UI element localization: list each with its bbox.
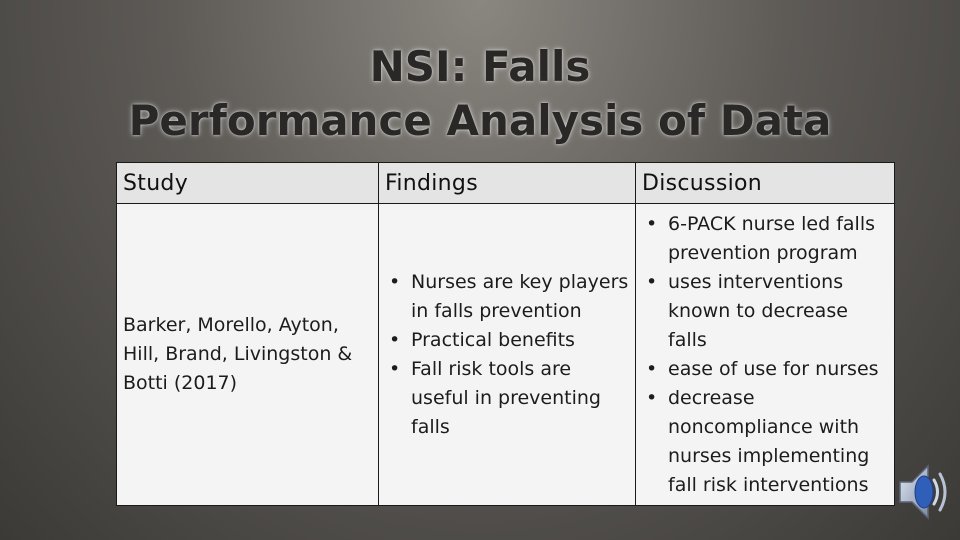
title-line-1: NSI: Falls bbox=[369, 42, 591, 91]
header-discussion: Discussion bbox=[636, 163, 895, 204]
discussion-item: • ease of use for nurses bbox=[642, 355, 888, 384]
discussion-item: • decrease noncompliance with nurses implementing fall risk interventions bbox=[642, 384, 888, 500]
discussion-item: • 6-PACK nurse led falls prevention program bbox=[642, 210, 888, 268]
discussion-item: • uses interventions known to decrease falls bbox=[642, 268, 888, 355]
findings-list bbox=[385, 268, 629, 442]
header-findings: Findings bbox=[379, 163, 636, 204]
speaker-icon[interactable] bbox=[894, 456, 954, 526]
findings-cell bbox=[379, 204, 636, 506]
findings-item: • Nurses are key players in falls prevention bbox=[385, 268, 629, 326]
table-header-row bbox=[117, 163, 895, 204]
discussion-cell bbox=[636, 204, 895, 506]
findings-item: • Fall risk tools are useful in preventing falls bbox=[385, 355, 629, 442]
header-study: Study bbox=[117, 163, 379, 204]
table-row bbox=[117, 204, 895, 506]
discussion-list bbox=[642, 210, 888, 500]
study-table bbox=[116, 162, 895, 506]
slide-title bbox=[0, 40, 960, 148]
title-line-2: Performance Analysis of Data bbox=[128, 96, 832, 145]
study-cell: Barker, Morello, Ayton, Hill, Brand, Livingston & Botti (2017) bbox=[117, 204, 379, 506]
findings-item: • Practical benefits bbox=[385, 326, 629, 355]
